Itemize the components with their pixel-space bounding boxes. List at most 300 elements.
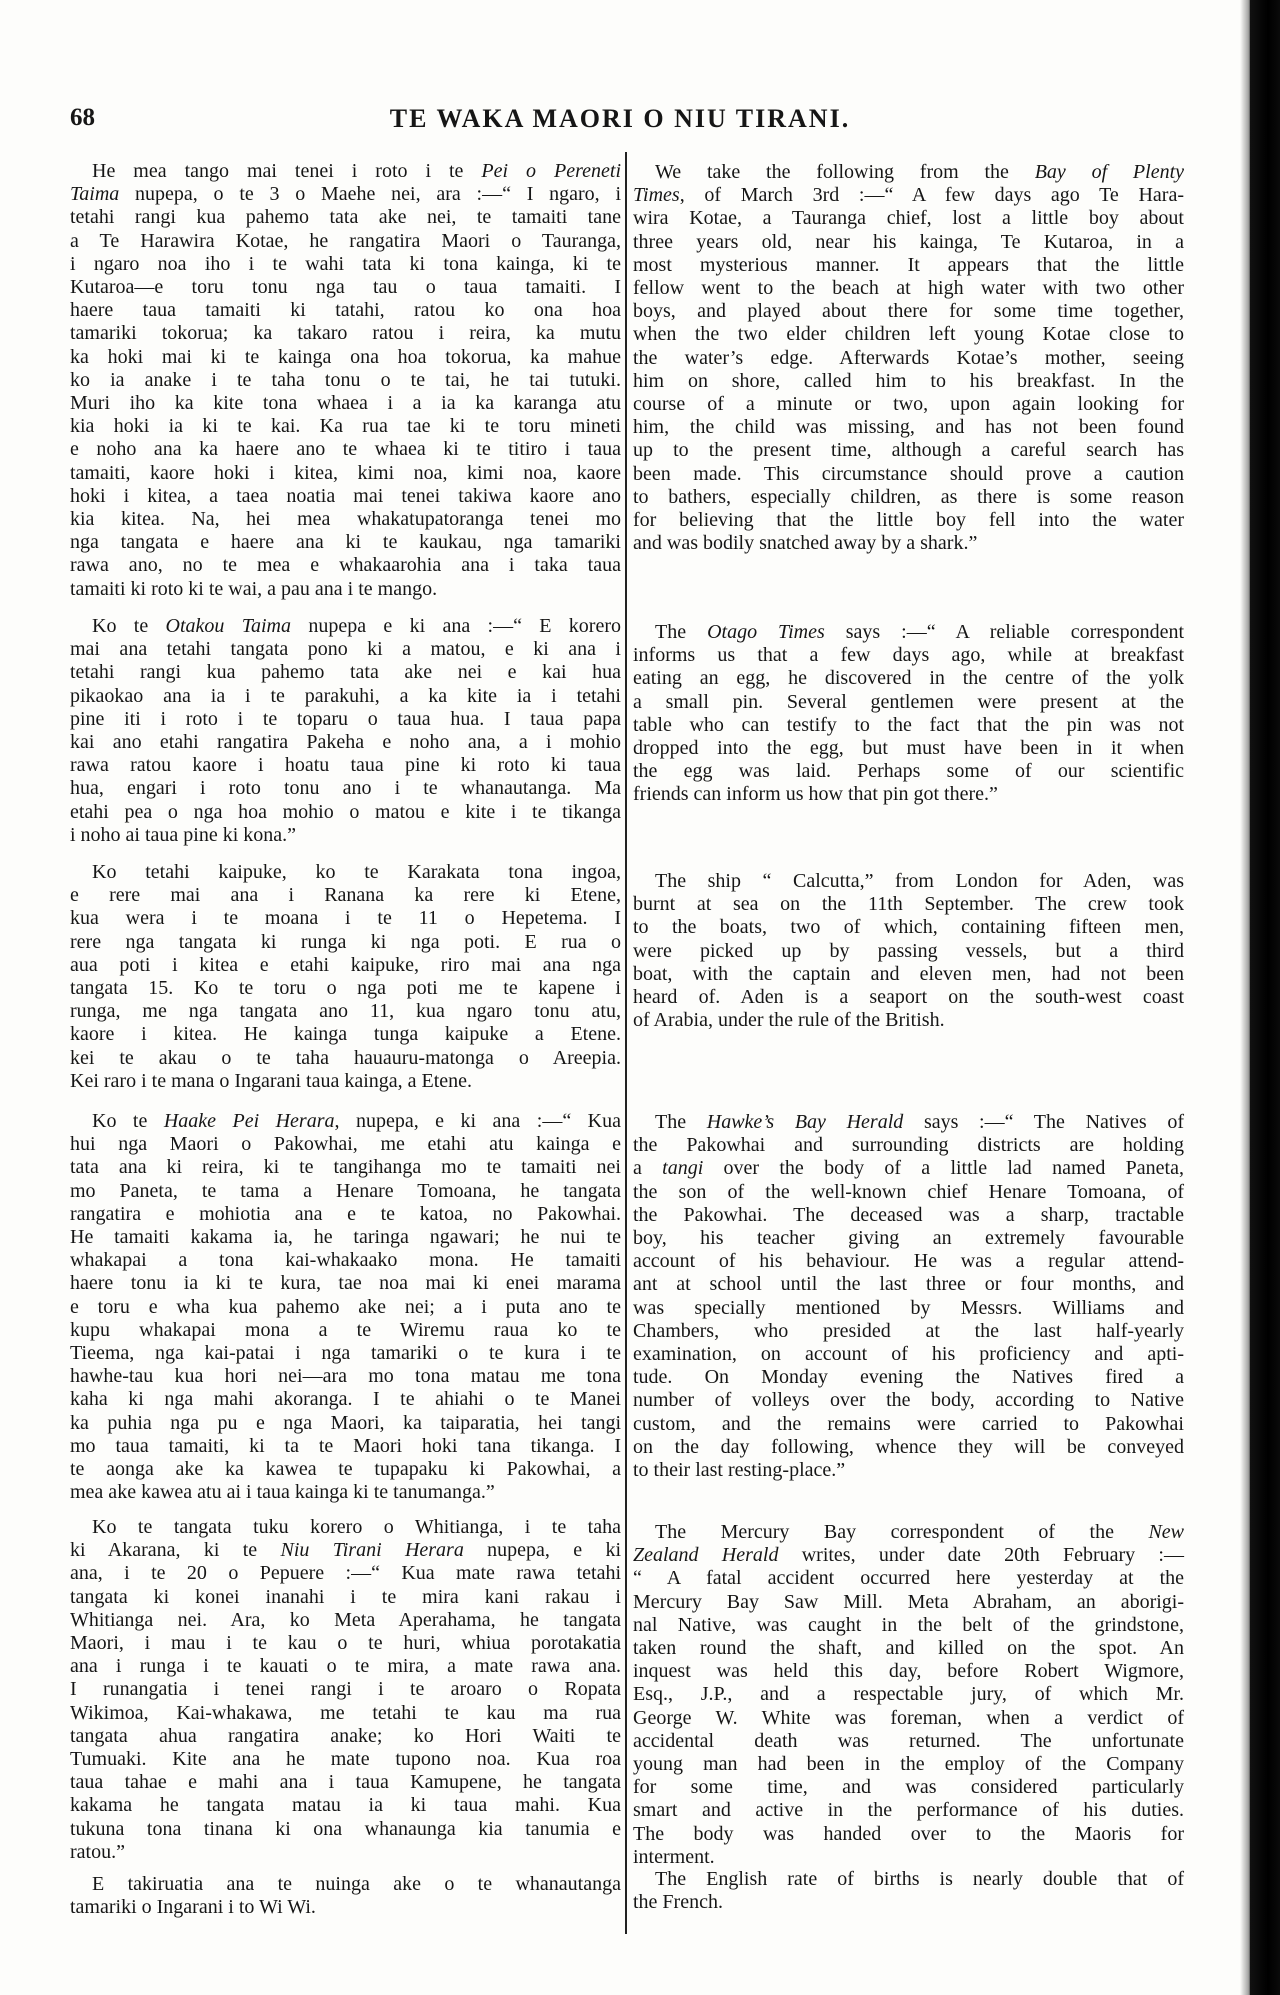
- column-divider: [625, 152, 627, 1934]
- text-segment: tamariki o Ingarani i to Wi Wi.: [70, 1896, 316, 1919]
- text-segment: Ko tetahi kaipuke, ko te Karakata tona ingoa,: [92, 861, 621, 883]
- text-line: [633, 1181, 1184, 1204]
- text-line: [70, 299, 621, 322]
- text-line: [70, 1655, 621, 1678]
- text-segment: boy, his teacher giving an extremely favourable: [633, 1227, 1184, 1250]
- text-segment: rere nga tangata ki runga ki nga poti. E rua o: [70, 930, 621, 953]
- text-line: [70, 160, 621, 183]
- text-segment: pine iti i roto i te toparu o taua hua. I taua papa: [70, 707, 621, 730]
- text-segment: Maori, i mau i te kau o te huri, whiua porotakatia: [70, 1632, 621, 1655]
- text-segment: kakama he tangata matau ia ki taua mahi. Kua: [70, 1794, 621, 1817]
- article-paragraph: [70, 1516, 621, 1864]
- italic-publication-name: Taima: [70, 183, 120, 206]
- text-line: [70, 1203, 621, 1226]
- text-segment: number of volleys over the body, according to Native: [633, 1389, 1184, 1412]
- text-segment: fellow went to the beach at high water with two other: [633, 277, 1184, 300]
- text-segment: was specially mentioned by Messrs. Williams and: [633, 1296, 1184, 1319]
- text-line: [633, 1521, 1184, 1544]
- text-segment: informs us that a few days ago, while at breakfast: [633, 644, 1184, 667]
- text-segment: taua tahae e mahi ana i taua Kamupene, he tangata: [70, 1771, 621, 1794]
- text-segment: ka hoki mai ki te kainga ona hoa tokorua, ka mahue: [70, 345, 621, 368]
- text-line: [70, 777, 621, 800]
- text-line: [70, 1678, 621, 1701]
- text-line: [70, 276, 621, 299]
- text-segment: Ko te tangata tuku korero o Whitianga, i te taha: [92, 1516, 621, 1538]
- text-line: [70, 708, 621, 731]
- text-line: [70, 1516, 621, 1539]
- text-line: [633, 1730, 1184, 1753]
- text-line: [70, 1748, 621, 1771]
- page-binding-edge: [1250, 0, 1280, 1995]
- text-segment: ka puhia nga pu e nga Maori, ka taiparatia, hei tangi: [70, 1411, 621, 1434]
- text-segment: mo taua tamaiti, ki ta te Maori hoki tana tikanga. I: [70, 1434, 621, 1457]
- text-line: [633, 1683, 1184, 1706]
- text-segment: ana, i te 20 o Pepuere :—“ Kua mate rawa tetahi: [70, 1562, 621, 1585]
- text-line: [70, 462, 621, 485]
- article-paragraph: [70, 615, 621, 847]
- text-segment: eating an egg, he discovered in the centre of the yolk: [633, 667, 1184, 690]
- text-segment: kupu whakapai mona a te Wiremu raua ko te: [70, 1318, 621, 1341]
- text-segment: Kei raro i te mana o Ingarani taua kainga, a Etene.: [70, 1069, 473, 1092]
- text-segment: The ship “ Calcutta,” from London for Aden, was: [655, 870, 1184, 892]
- text-segment: the egg was laid. Perhaps some of our scientific: [633, 760, 1184, 783]
- text-line: [70, 685, 621, 708]
- text-segment: friends can inform us how that pin got there.”: [633, 783, 998, 806]
- text-segment: tamariki tokorua; ka takaro ratou i reira, ka mutu: [70, 322, 621, 345]
- text-segment: etahi pea o nga hoa mohio o matou e kite i te tikanga: [70, 800, 621, 823]
- text-segment: him, the child was missing, and has not been found: [633, 416, 1184, 439]
- text-segment: to the boats, two of which, containing fifteen men,: [633, 916, 1184, 939]
- text-line: [70, 931, 621, 954]
- italic-publication-name: Bay of Plenty: [1034, 161, 1185, 183]
- text-line: [633, 300, 1184, 323]
- text-line: [70, 1365, 621, 1388]
- text-segment: him on shore, called him to his breakfast. In the: [633, 369, 1184, 392]
- text-segment: three years old, near his kainga, Te Kutaroa, in a: [633, 230, 1184, 253]
- text-line: [70, 1272, 621, 1295]
- text-line: [633, 207, 1184, 230]
- italic-publication-name: Pei o Pereneti: [481, 160, 621, 182]
- text-line: [70, 1896, 621, 1919]
- text-segment: We take the following from the: [655, 161, 1035, 183]
- text-segment: hawhe-tau kua hori nei—ara mo tona matau me tona: [70, 1365, 621, 1388]
- text-line: [70, 824, 621, 847]
- text-line: [70, 1110, 621, 1133]
- italic-publication-name: Otago Times: [707, 621, 825, 643]
- text-line: [633, 439, 1184, 462]
- text-segment: to bathers, especially children, as there is some reason: [633, 485, 1184, 508]
- text-segment: accidental death was returned. The unfortunate: [633, 1729, 1184, 1752]
- text-segment: pikaokao ana ia i te parakuhi, a ka kite ia i tetahi: [70, 684, 621, 707]
- text-line: [70, 907, 621, 930]
- text-segment: Ko te: [92, 1110, 164, 1132]
- text-line: [70, 253, 621, 276]
- text-segment: Kutaroa—e toru tonu nga tau o taua tamaiti. I: [70, 276, 621, 299]
- text-segment: were picked up by passing vessels, but a third: [633, 939, 1184, 962]
- text-segment: The: [655, 1111, 707, 1133]
- text-segment: the water’s edge. Afterwards Kotae’s mother, seeing: [633, 346, 1184, 369]
- text-line: [70, 1435, 621, 1458]
- text-line: [70, 1388, 621, 1411]
- text-segment: He mea tango mai tenei i roto i te: [92, 160, 482, 182]
- text-segment: e noho ana ka haere ano te whaea ki te titiro i taua: [70, 438, 621, 461]
- text-segment: kua wera i te moana i te 11 o Hepetema. I: [70, 907, 621, 930]
- text-line: [70, 615, 621, 638]
- article-paragraph: [633, 1868, 1184, 1914]
- text-line: [70, 346, 621, 369]
- text-line: [633, 486, 1184, 509]
- italic-publication-name: Otakou Taima: [165, 615, 291, 637]
- text-segment: smart and active in the performance of his duties.: [633, 1799, 1184, 1822]
- text-line: [70, 1070, 621, 1093]
- italic-publication-name: tangi: [662, 1157, 704, 1180]
- text-segment: heard of. Aden is a seaport on the south-west coast: [633, 986, 1184, 1009]
- page-number: 68: [70, 104, 95, 131]
- text-line: [70, 731, 621, 754]
- text-line: [70, 1458, 621, 1481]
- text-line: [70, 438, 621, 461]
- text-segment: ko ia anake i te taha tonu o te tai, he tai tutuki.: [70, 368, 621, 391]
- article-paragraph: [70, 1873, 621, 1919]
- text-segment: custom, and the remains were carried to Pakowhai: [633, 1412, 1184, 1435]
- text-segment: Chambers, who presided at the last half-yearly: [633, 1319, 1184, 1342]
- text-line: [633, 463, 1184, 486]
- text-line: [70, 531, 621, 554]
- text-segment: hui nga Maori o Pakowhai, me etahi atu kainga e: [70, 1133, 621, 1156]
- text-segment: table who can testify to the fact that the pin was not: [633, 713, 1184, 736]
- text-segment: examination, on account of his proficiency and apti-: [633, 1343, 1184, 1366]
- text-segment: whakapai a tona kai-whakaako mona. He tamaiti: [70, 1249, 621, 1272]
- text-segment: says :—“ A reliable correspondent: [824, 621, 1185, 643]
- text-segment: on the day following, whence they will be conveyed: [633, 1435, 1184, 1458]
- text-segment: i noho ai taua pine ki kona.”: [70, 823, 297, 846]
- text-segment: a small pin. Several gentlemen were present at the: [633, 690, 1184, 713]
- text-segment: e toru e wha kua pahemo ake nei; a i puta ano te: [70, 1295, 621, 1318]
- text-line: [633, 416, 1184, 439]
- text-line: [633, 893, 1184, 916]
- italic-publication-name: Niu Tirani Herara: [280, 1539, 464, 1562]
- text-segment: hoki i kitea, a taea noatia mai tenei takiwa kaore ano: [70, 484, 621, 507]
- text-line: [633, 1660, 1184, 1683]
- text-line: [70, 754, 621, 777]
- text-segment: the son of the well-known chief Henare Tomoana, of: [633, 1180, 1184, 1203]
- text-segment: and was bodily snatched away by a shark.”: [633, 532, 978, 555]
- article-paragraph: [70, 160, 621, 601]
- text-line: [633, 1591, 1184, 1614]
- text-segment: tata ana ki reira, ki te tangihanga mo te tamaiti nei: [70, 1156, 621, 1179]
- text-segment: tamaiti ki roto ki te wai, a pau ana i te mango.: [70, 577, 438, 600]
- text-line: [70, 1725, 621, 1748]
- text-line: [633, 370, 1184, 393]
- text-line: [70, 861, 621, 884]
- text-segment: nal Native, was caught in the belt of the grindstone,: [633, 1613, 1184, 1636]
- text-line: [633, 1868, 1184, 1891]
- text-segment: rawa ano, no te mea e whakaarohia ana i taka taua: [70, 554, 621, 577]
- text-line: [633, 1389, 1184, 1412]
- text-line: [70, 661, 621, 684]
- text-line: [633, 916, 1184, 939]
- text-line: [633, 691, 1184, 714]
- text-segment: boys, and played about there for some time together,: [633, 300, 1184, 323]
- text-line: [70, 183, 621, 206]
- text-line: [70, 508, 621, 531]
- text-segment: for believing that the little boy fell into the water: [633, 509, 1184, 532]
- text-segment: ana i runga i te kauati o te mira, a mate rawa ana.: [70, 1655, 621, 1678]
- article-paragraph: [633, 161, 1184, 555]
- text-segment: been made. This circumstance should prove a caution: [633, 462, 1184, 485]
- article-paragraph: [633, 1111, 1184, 1482]
- text-line: [70, 1249, 621, 1272]
- text-segment: tetahi rangi kua pahemo tata ake nei, te tamaiti tane: [70, 206, 621, 229]
- text-line: [70, 1319, 621, 1342]
- text-line: [70, 1562, 621, 1585]
- text-segment: mai ana tetahi tangata pono ki a matou, e ki ana i: [70, 638, 621, 661]
- text-segment: young man had been in the employ of the Company: [633, 1753, 1184, 1776]
- text-segment: tangata ahua rangatira anake; ko Hori Waiti te: [70, 1724, 621, 1747]
- text-line: [633, 1157, 1184, 1180]
- text-segment: for some time, and was considered particularly: [633, 1776, 1184, 1799]
- text-line: [70, 1702, 621, 1725]
- text-segment: says :—“ The Natives of: [903, 1111, 1184, 1133]
- text-line: [70, 1481, 621, 1504]
- article-paragraph: [633, 870, 1184, 1032]
- text-line: [633, 1111, 1184, 1134]
- text-line: [633, 1009, 1184, 1032]
- text-segment: the French.: [633, 1891, 723, 1914]
- text-segment: writes, under date 20th February :—: [778, 1544, 1184, 1567]
- text-segment: inquest was held this day, before Robert Wigmore,: [633, 1660, 1184, 1683]
- text-line: [70, 801, 621, 824]
- text-segment: ratou.”: [70, 1840, 125, 1863]
- text-line: [70, 485, 621, 508]
- text-line: [70, 230, 621, 253]
- text-line: [633, 1273, 1184, 1296]
- text-segment: when the two elder children left young Kotae close to: [633, 323, 1184, 346]
- text-line: [633, 277, 1184, 300]
- text-segment: E takiruatia ana te nuinga ake o te whanautanga: [92, 1873, 621, 1895]
- text-line: [70, 322, 621, 345]
- text-line: [70, 1023, 621, 1046]
- text-line: [70, 1156, 621, 1179]
- text-segment: a Te Harawira Kotae, he rangatira Maori o Tauranga,: [70, 229, 621, 252]
- text-line: [70, 1632, 621, 1655]
- text-segment: kia kitea. Na, hei mea whakatupatoranga tenei mo: [70, 508, 621, 531]
- text-segment: Tumuaki. Kite ana he mate tupono noa. Kua roa: [70, 1748, 621, 1771]
- text-segment: Ko te: [92, 615, 166, 637]
- text-segment: mea ake kawea atu ai i taua kainga ki te tanumanga.”: [70, 1481, 495, 1504]
- text-line: [633, 621, 1184, 644]
- text-segment: of Arabia, under the rule of the British.: [633, 1009, 945, 1032]
- text-segment: boat, with the captain and eleven men, had not been: [633, 962, 1184, 985]
- text-line: [633, 986, 1184, 1009]
- text-segment: account of his behaviour. He was a regular attend-: [633, 1250, 1184, 1273]
- text-line: [633, 1823, 1184, 1846]
- text-segment: ki Akarana, ki te: [70, 1539, 281, 1562]
- text-segment: to their last resting-place.”: [633, 1459, 846, 1482]
- text-segment: tamaiti, kaore hoki i kitea, kimi noa, kimi noa, kaore: [70, 461, 621, 484]
- text-line: [70, 1180, 621, 1203]
- text-line: [70, 369, 621, 392]
- text-line: [70, 1133, 621, 1156]
- text-line: [70, 1873, 621, 1896]
- italic-publication-name: Zealand Herald: [633, 1544, 779, 1567]
- text-line: [70, 415, 621, 438]
- text-line: [70, 977, 621, 1000]
- text-line: [633, 1366, 1184, 1389]
- text-segment: Tieema, nga kai-patai i nga tamariki o te kura i te: [70, 1342, 621, 1365]
- text-line: [633, 760, 1184, 783]
- text-line: [70, 1771, 621, 1794]
- text-segment: George W. White was foreman, when a verdict of: [633, 1706, 1184, 1729]
- text-line: [70, 638, 621, 661]
- text-segment: rangatira e mohiotia ana e te katoa, no Pakowhai.: [70, 1202, 621, 1225]
- text-segment: aua poti i kitea e etahi kaipuke, riro mai ana nga: [70, 953, 621, 976]
- text-line: [633, 783, 1184, 806]
- text-line: [633, 184, 1184, 207]
- text-line: [633, 1436, 1184, 1459]
- text-segment: haere taua tamaiti ki tatahi, ratou ko ona hoa: [70, 299, 621, 322]
- text-segment: tetahi rangi kua pahemo tata ake nei e kai hua: [70, 661, 621, 684]
- text-segment: up to the present time, although a careful search has: [633, 439, 1184, 462]
- text-line: [633, 323, 1184, 346]
- text-line: [633, 1413, 1184, 1436]
- article-paragraph: [70, 1110, 621, 1504]
- text-line: [633, 667, 1184, 690]
- text-line: [633, 1227, 1184, 1250]
- text-line: [633, 1799, 1184, 1822]
- article-paragraph: [70, 861, 621, 1093]
- text-segment: runga, me nga tangata ano 11, kua ngaro tonu atu,: [70, 1000, 621, 1023]
- text-segment: rawa ratou kaore i hoatu taua pine ki roto ki taua: [70, 754, 621, 777]
- text-line: [633, 1297, 1184, 1320]
- text-line: [70, 206, 621, 229]
- text-segment: wira Kotae, a Tauranga chief, lost a little boy about: [633, 207, 1184, 230]
- text-segment: i ngaro noa iho i te wahi tata ki tona kainga, ki te: [70, 252, 621, 275]
- text-line: [633, 532, 1184, 555]
- text-segment: over the body of a little lad named Paneta,: [703, 1157, 1184, 1180]
- text-segment: te aonga ake ka kawea te tupapaku ki Pakowhai, a: [70, 1458, 621, 1481]
- text-segment: interment.: [633, 1845, 715, 1868]
- text-line: [70, 1586, 621, 1609]
- text-line: [70, 1000, 621, 1023]
- text-line: [633, 940, 1184, 963]
- text-segment: nupepa e ki ana :—“ E korero: [291, 615, 621, 637]
- text-segment: haere tonu ia ki te kura, tae noa mai ki enei marama: [70, 1272, 621, 1295]
- text-segment: the Pakowhai and surrounding districts are holding: [633, 1134, 1184, 1157]
- text-line: [70, 554, 621, 577]
- text-line: [633, 1567, 1184, 1590]
- italic-publication-name: Haake Pei Herara: [163, 1110, 335, 1132]
- text-line: [633, 870, 1184, 893]
- text-segment: kaha ki nga mahi akoranga. I te ahiahi o te Manei: [70, 1388, 621, 1411]
- text-line: [70, 1818, 621, 1841]
- text-line: [633, 1134, 1184, 1157]
- italic-publication-name: Hawke’s Bay Herald: [706, 1111, 904, 1133]
- text-segment: Esq., J.P., and a respectable jury, of which Mr.: [633, 1683, 1184, 1706]
- text-segment: course of a minute or two, upon again looking for: [633, 393, 1184, 416]
- text-segment: taken round the shaft, and killed on the spot. An: [633, 1637, 1184, 1660]
- text-segment: hua, engari i roto tonu ano i te whanautanga. Ma: [70, 777, 621, 800]
- text-segment: kei te akau o te taha hauauru-matonga o Areepia.: [70, 1046, 621, 1069]
- text-line: [633, 714, 1184, 737]
- text-line: [70, 1226, 621, 1249]
- text-segment: burnt at sea on the 11th September. The crew took: [633, 893, 1184, 916]
- text-line: [633, 393, 1184, 416]
- text-line: [633, 231, 1184, 254]
- text-line: [70, 1539, 621, 1562]
- text-line: [70, 1296, 621, 1319]
- text-segment: a: [633, 1157, 663, 1180]
- text-segment: e rere mai ana i Ranana ka rere ki Etene,: [70, 884, 621, 907]
- text-line: [633, 644, 1184, 667]
- text-segment: the Pakowhai. The deceased was a sharp, tractable: [633, 1203, 1184, 1226]
- text-line: [633, 1544, 1184, 1567]
- text-segment: The Mercury Bay correspondent of the: [655, 1521, 1149, 1543]
- newspaper-title: TE WAKA MAORI O NIU TIRANI.: [389, 104, 851, 133]
- text-segment: dropped into the egg, but must have been in it when: [633, 737, 1184, 760]
- text-line: [70, 1841, 621, 1864]
- text-line: [633, 509, 1184, 532]
- text-line: [633, 1891, 1184, 1914]
- article-paragraph: [633, 621, 1184, 807]
- text-line: [633, 1637, 1184, 1660]
- text-segment: Muri iho ka kite tona whaea i a ia ka karanga atu: [70, 392, 621, 415]
- text-segment: kia hoki ia ki te kai. Ka rua tae ki te toru mineti: [70, 415, 621, 438]
- text-segment: tangata 15. Ko te toru o nga poti me te kapene i: [70, 977, 621, 1000]
- text-segment: nupepa, e ki: [463, 1539, 622, 1562]
- text-line: [633, 347, 1184, 370]
- text-line: [633, 1707, 1184, 1730]
- text-line: [70, 1047, 621, 1070]
- text-segment: tangata ki konei inanahi i te mira kani rakau i: [70, 1585, 621, 1608]
- text-segment: , of March 3rd :—“ A few days ago Te Hara-: [679, 184, 1184, 207]
- text-segment: kaore i kitea. He kainga tunga kaipuke a Etene.: [70, 1023, 621, 1046]
- text-segment: “ A fatal accident occurred here yesterday at the: [633, 1567, 1184, 1590]
- text-line: [633, 1320, 1184, 1343]
- text-line: [633, 1250, 1184, 1273]
- text-line: [633, 161, 1184, 184]
- text-segment: nupepa, o te 3 o Maehe nei, ara :—“ I ngaro, i: [119, 183, 621, 206]
- text-line: [633, 1753, 1184, 1776]
- text-segment: kai ano etahi rangatira Pakeha e noho ana, a i mohio: [70, 731, 621, 754]
- text-line: [633, 1614, 1184, 1637]
- text-segment: most mysterious manner. It appears that the little: [633, 253, 1184, 276]
- text-line: [70, 1342, 621, 1365]
- text-line: [70, 1794, 621, 1817]
- text-line: [70, 1412, 621, 1435]
- text-segment: tukuna tona tinana ki ona whanaunga kia tanumia e: [70, 1817, 621, 1840]
- text-segment: nga tangata e haere ana ki te kaukau, nga tamariki: [70, 531, 621, 554]
- text-segment: mo Paneta, te tama a Henare Tomoana, he tangata: [70, 1179, 621, 1202]
- text-line: [70, 884, 621, 907]
- text-segment: ant at school until the last three or four months, and: [633, 1273, 1184, 1296]
- text-segment: The: [655, 621, 708, 643]
- text-line: [633, 1343, 1184, 1366]
- text-line: [633, 1204, 1184, 1227]
- italic-publication-name: Times: [633, 184, 680, 207]
- text-segment: Whitianga nei. Ara, ko Meta Aperahama, he tangata: [70, 1608, 621, 1631]
- text-line: [633, 1846, 1184, 1869]
- italic-publication-name: New: [1148, 1521, 1184, 1543]
- text-line: [633, 254, 1184, 277]
- text-segment: , nupepa, e ki ana :—“ Kua: [334, 1110, 621, 1132]
- text-line: [633, 1776, 1184, 1799]
- text-line: [70, 1609, 621, 1632]
- text-segment: I runangatia i tenei rangi i te aroaro o Ropata: [70, 1678, 621, 1701]
- text-line: [70, 954, 621, 977]
- text-line: [633, 1459, 1184, 1482]
- text-segment: Mercury Bay Saw Mill. Meta Abraham, an aborigi-: [633, 1590, 1184, 1613]
